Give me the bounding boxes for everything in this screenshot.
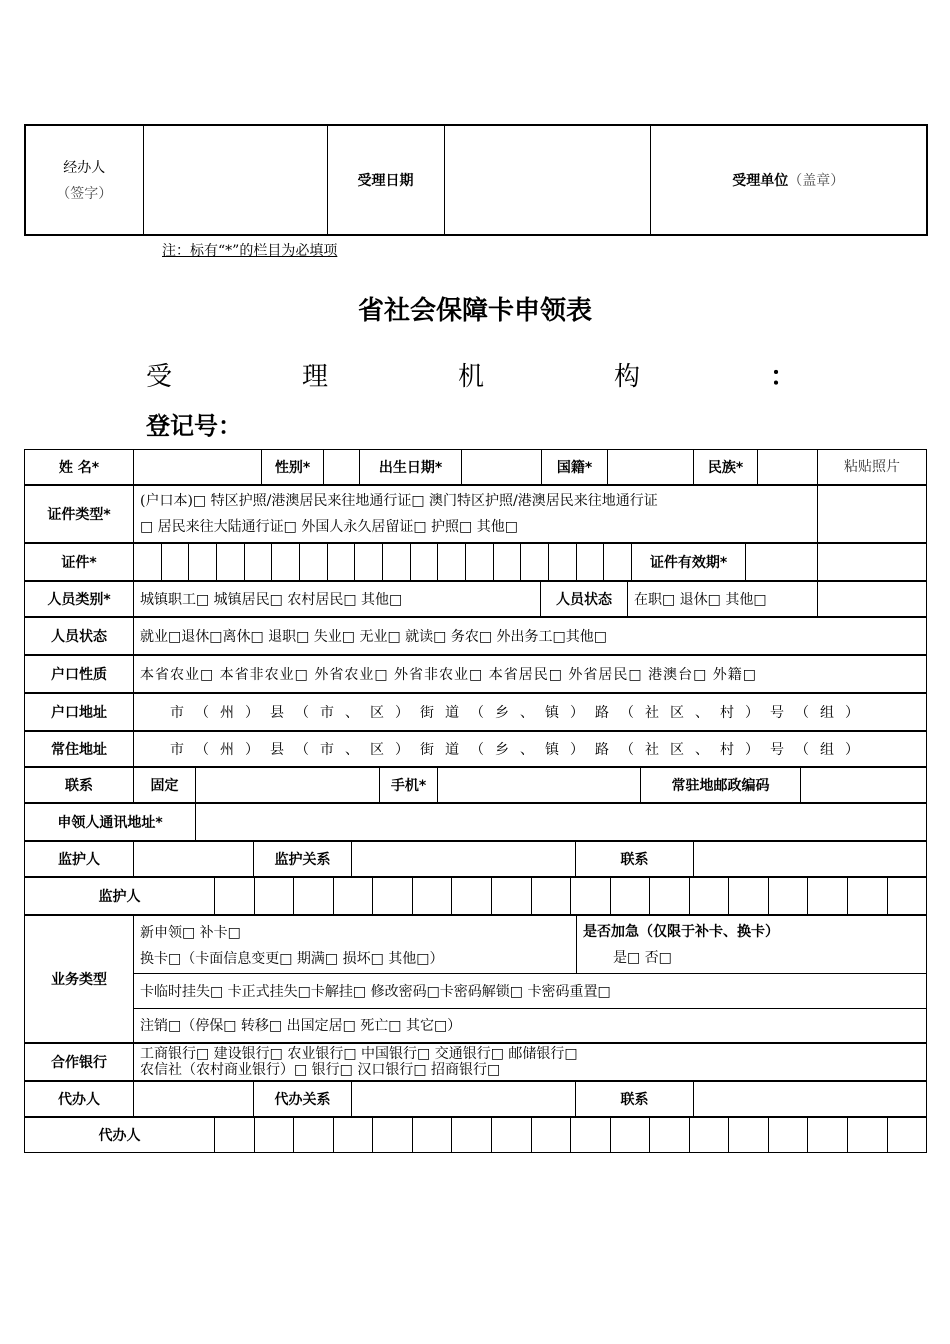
business-urgent-cell	[577, 916, 927, 974]
postcode-field[interactable]	[801, 768, 927, 803]
agent-id-boxes[interactable]	[215, 1118, 927, 1153]
ethnicity-field[interactable]	[758, 450, 818, 485]
page-title: 省社会保障卡申领表	[357, 296, 592, 326]
mobile-field[interactable]	[438, 768, 641, 803]
business-urgent-options[interactable]: 是□ 否□	[613, 949, 672, 966]
birth-label: 出生日期*	[360, 450, 462, 485]
birth-field[interactable]	[462, 450, 542, 485]
row-contact	[24, 767, 927, 803]
handler-table	[24, 124, 928, 236]
guardian-relation-field[interactable]	[352, 842, 576, 877]
guardian-field[interactable]	[134, 842, 254, 877]
handler-label: 经办人	[63, 160, 106, 176]
mobile-label: 手机*	[380, 768, 438, 803]
ethnicity-label: 民族*	[694, 450, 758, 485]
registration-number-label: 登记号：	[146, 412, 242, 440]
id-type-options[interactable]	[134, 486, 818, 543]
business-loss-options[interactable]: 卡临时挂失□ 卡正式挂失□卡解挂□ 修改密码□卡密码解锁□ 卡密码重置□	[134, 974, 927, 1008]
photo-area-continued	[818, 486, 927, 543]
person-status-label: 人员状态	[541, 582, 628, 617]
person-category-options[interactable]: 城镇职工□ 城镇居民□ 农村居民□ 其他□	[134, 582, 541, 617]
row-hukou-nature	[24, 655, 927, 693]
bank-options-line-2[interactable]: 农信社（农村商业银行）□ 银行□ 汉口银行□ 招商银行□	[140, 1062, 501, 1078]
agency-char-4: 构	[613, 362, 640, 392]
bank-options[interactable]	[134, 1044, 927, 1081]
accept-unit-label: 受理单位	[732, 173, 789, 189]
mail-address-label: 申领人通讯地址*	[25, 804, 196, 841]
business-new-cell	[134, 916, 577, 974]
hukou-address-field[interactable]: 市（州）县（市、区）街道（乡、镇）路（社区、村）号（组）	[134, 694, 927, 731]
agency-row	[146, 356, 796, 393]
hukou-nature-options[interactable]: 本省农业□ 本省非农业□ 外省农业□ 外省非农业□ 本省居民□ 外省居民□ 港澳台□ 外籍□	[134, 656, 927, 693]
person-state-options[interactable]: 就业□退休□离休□ 退职□ 失业□ 无业□ 就读□ 务农□ 外出务工□其他□	[134, 618, 927, 655]
accept-unit-stamp: （盖章）	[788, 173, 845, 189]
id-number-label: 证件*	[25, 544, 134, 581]
row-person-state	[24, 617, 927, 655]
row-hukou-address	[24, 693, 927, 731]
business-cancel-options[interactable]: 注销□（停保□ 转移□ 出国定居□ 死亡□ 其它□）	[134, 1008, 927, 1042]
handler-sign-label: （签字）	[56, 186, 113, 202]
agency-char-1: 受	[146, 362, 173, 392]
required-note: 注：标有“*”的栏目为必填项	[162, 243, 338, 259]
business-type-block	[24, 915, 927, 1043]
person-category-label: 人员类别*	[25, 582, 134, 617]
mail-address-field[interactable]	[196, 804, 927, 841]
agent-relation-label: 代办关系	[254, 1082, 352, 1117]
agent-relation-field[interactable]	[352, 1082, 576, 1117]
photo-box[interactable]: 粘贴照片	[818, 450, 927, 485]
handler-label-cell	[25, 125, 143, 235]
row-basic-info	[24, 449, 927, 485]
fixed-phone-label: 固定	[134, 768, 196, 803]
guardian-contact-label: 联系	[576, 842, 694, 877]
business-change-options[interactable]: 换卡□（卡面信息变更□ 期满□ 损坏□ 其他□）	[140, 950, 444, 967]
hukou-nature-label: 户口性质	[25, 656, 134, 693]
row-person-category	[24, 581, 927, 617]
nationality-field[interactable]	[608, 450, 694, 485]
guardian-relation-label: 监护关系	[254, 842, 352, 877]
photo-area-bottom	[818, 544, 927, 581]
id-valid-field[interactable]	[746, 544, 818, 581]
row-id-number	[24, 543, 927, 581]
id-type-line-2[interactable]: □ 居民来往大陆通行证□ 外国人永久居留证□ 护照□ 其他□	[140, 519, 518, 535]
agent-id-label: 代办人	[25, 1118, 215, 1153]
guardian-contact-field[interactable]	[694, 842, 927, 877]
contact-label: 联系	[25, 768, 134, 803]
agent-label: 代办人	[25, 1082, 134, 1117]
gender-label: 性别*	[262, 450, 324, 485]
agent-contact-label: 联系	[576, 1082, 694, 1117]
accept-unit-cell	[650, 125, 927, 235]
nationality-label: 国籍*	[542, 450, 608, 485]
id-valid-label: 证件有效期*	[632, 544, 746, 581]
bank-options-line-1[interactable]: 工商银行□ 建设银行□ 农业银行□ 中国银行□ 交通银行□ 邮储银行□	[140, 1046, 578, 1062]
accept-date-label: 受理日期	[327, 125, 444, 235]
agency-colon: ：	[769, 362, 796, 392]
agent-field[interactable]	[134, 1082, 254, 1117]
id-number-boxes[interactable]	[134, 544, 632, 581]
person-category-spare	[818, 582, 927, 617]
person-state-label: 人员状态	[25, 618, 134, 655]
id-type-line-1[interactable]: (户口本)□ 特区护照/港澳居民来往地通行证□ 澳门特区护照/港澳居民来往地通行证	[140, 493, 658, 509]
row-bank	[24, 1043, 927, 1081]
residence-address-label: 常住地址	[25, 732, 134, 767]
row-agent	[24, 1081, 927, 1117]
row-guardian-id	[24, 877, 927, 915]
business-type-label: 业务类型	[25, 916, 134, 1043]
guardian-id-boxes[interactable]	[215, 878, 927, 915]
fixed-phone-field[interactable]	[196, 768, 380, 803]
business-urgent-label: 是否加急（仅限于补卡、换卡）	[583, 923, 779, 940]
row-id-type	[24, 485, 927, 543]
row-agent-id	[24, 1117, 927, 1153]
id-type-label: 证件类型*	[25, 486, 134, 543]
guardian-label: 监护人	[25, 842, 134, 877]
bank-label: 合作银行	[25, 1044, 134, 1081]
row-guardian	[24, 841, 927, 877]
residence-address-field[interactable]: 市（州）县（市、区）街道（乡、镇）路（社区、村）号（组）	[134, 732, 927, 767]
name-field[interactable]	[134, 450, 262, 485]
row-mail-address	[24, 803, 927, 841]
agency-char-3: 机	[457, 362, 484, 392]
agent-contact-field[interactable]	[694, 1082, 927, 1117]
business-new-options[interactable]: 新申领□ 补卡□	[140, 924, 241, 941]
accept-date-field[interactable]	[444, 125, 650, 235]
agency-char-2: 理	[301, 362, 328, 392]
hukou-address-label: 户口地址	[25, 694, 134, 731]
row-residence-address	[24, 731, 927, 767]
postcode-label: 常驻地邮政编码	[641, 768, 801, 803]
gender-field[interactable]	[324, 450, 360, 485]
name-label: 姓 名*	[25, 450, 134, 485]
guardian-id-label: 监护人	[25, 878, 215, 915]
person-status-options[interactable]: 在职□ 退休□ 其他□	[628, 582, 818, 617]
handler-sign-field[interactable]	[143, 125, 327, 235]
